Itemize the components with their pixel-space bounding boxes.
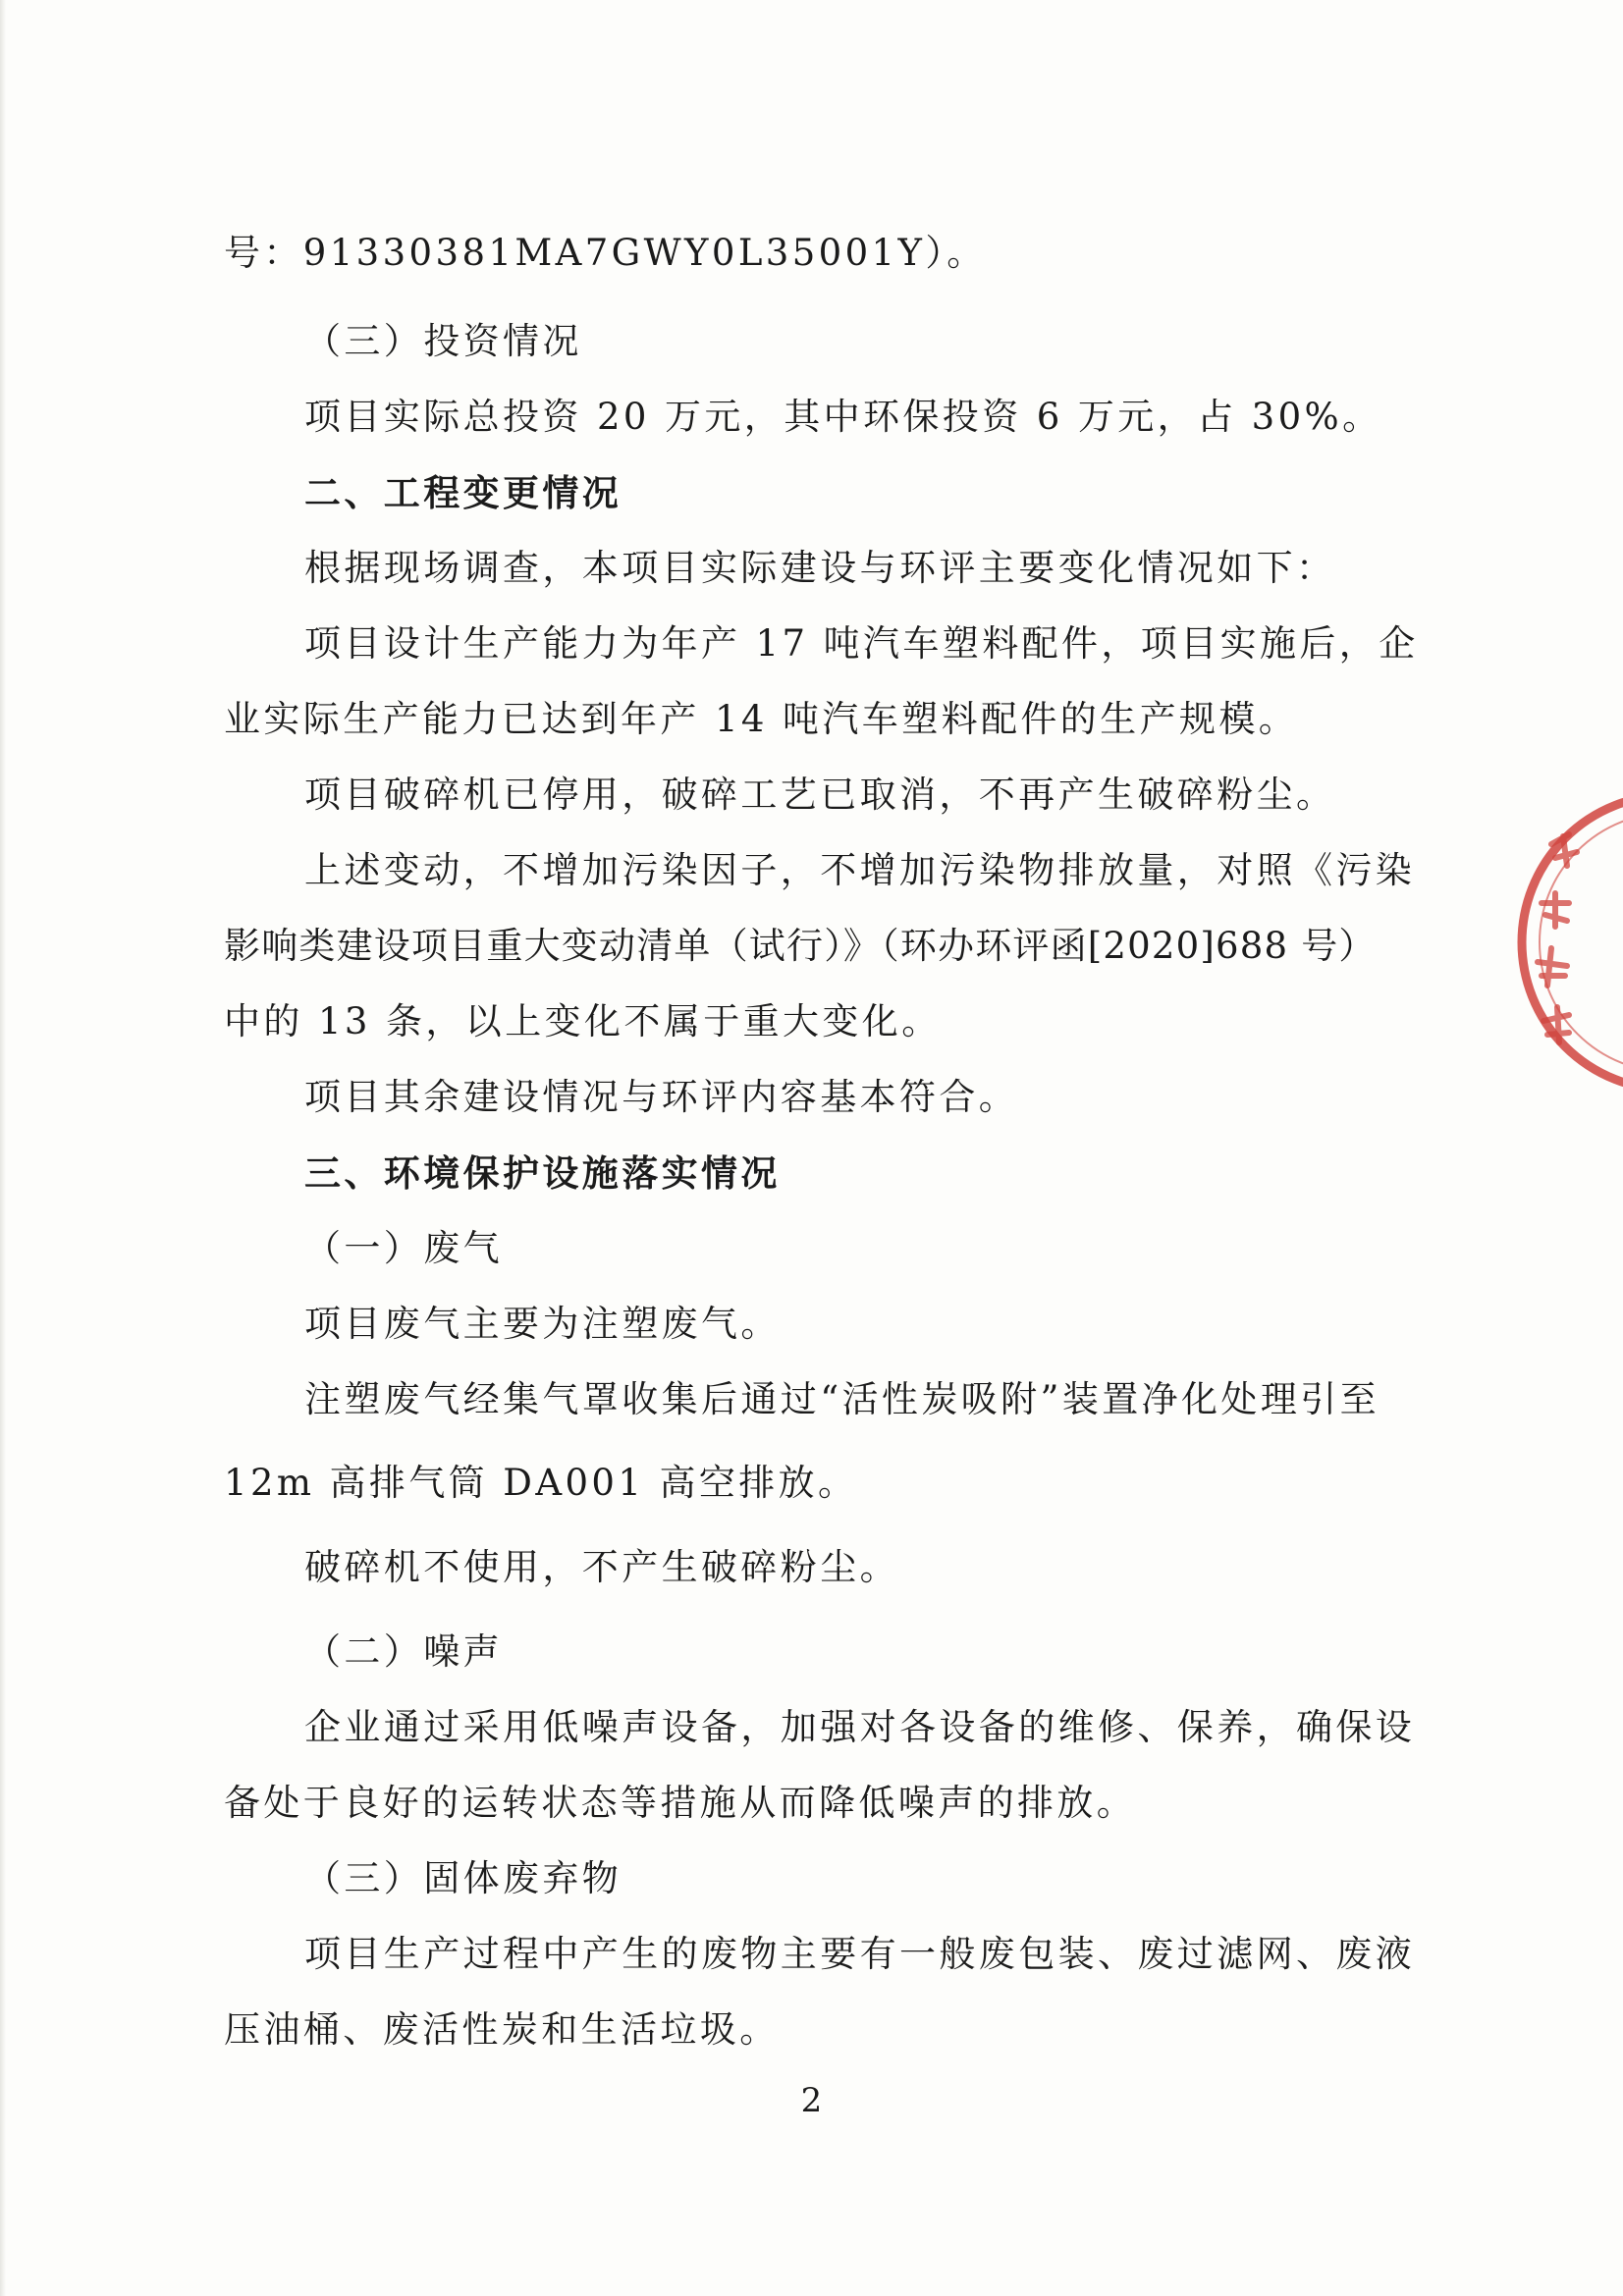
- text-line-17: 12m 高排气筒 DA001 高空排放。: [224, 1462, 858, 1504]
- heading-environmental-facilities: 三、环境保护设施落实情况: [304, 1151, 781, 1195]
- text-line-1: 号：91330381MA7GWY0L35001Y）。: [224, 232, 987, 274]
- page-number: 2: [800, 2081, 823, 2120]
- text-line-18: 破碎机不使用，不产生破碎粉尘。: [304, 1546, 899, 1588]
- text-line-9: 上述变动，不增加污染因子，不增加污染物排放量，对照《污染: [304, 849, 1416, 891]
- text-line-20: 企业通过采用低噪声设备，加强对各设备的维修、保养，确保设: [304, 1706, 1416, 1748]
- text-line-5: 根据现场调查，本项目实际建设与环评主要变化情况如下：: [304, 547, 1336, 589]
- text-line-10: 影响类建设项目重大变动清单（试行）》（环办环评函[2020]688 号）: [224, 925, 1377, 967]
- subheading-solid-waste: （三）固体废弃物: [304, 1857, 622, 1899]
- text-line-16: 注塑废气经集气罩收集后通过“活性炭吸附”装置净化处理引至: [304, 1378, 1380, 1420]
- text-line-21: 备处于良好的运转状态等措施从而降低噪声的排放。: [224, 1782, 1137, 1824]
- subheading-noise: （二）噪声: [304, 1630, 503, 1673]
- text-line-8: 项目破碎机已停用，破碎工艺已取消，不再产生破碎粉尘。: [304, 774, 1336, 816]
- text-line-12: 项目其余建设情况与环评内容基本符合。: [304, 1076, 1019, 1118]
- text-line-7: 业实际生产能力已达到年产 14 吨汽车塑料配件的生产规模。: [224, 698, 1299, 740]
- heading-engineering-changes: 二、工程变更情况: [304, 471, 622, 514]
- text-line-24: 压油桶、废活性炭和生活垃圾。: [224, 2008, 780, 2051]
- text-line-6: 项目设计生产能力为年产 17 吨汽车塑料配件，项目实施后，企: [304, 622, 1419, 665]
- red-seal-stamp-icon: [1512, 775, 1623, 1109]
- text-line-11: 中的 13 条，以上变化不属于重大变化。: [224, 1000, 942, 1042]
- text-line-15: 项目废气主要为注塑废气。: [304, 1303, 781, 1345]
- subheading-exhaust-gas: （一）废气: [304, 1227, 503, 1269]
- text-line-3: 项目实际总投资 20 万元，其中环保投资 6 万元，占 30%。: [304, 396, 1382, 438]
- scan-edge: [0, 0, 6, 2296]
- text-line-23: 项目生产过程中产生的废物主要有一般废包装、废过滤网、废液: [304, 1933, 1416, 1975]
- subheading-investment: （三）投资情况: [304, 320, 582, 362]
